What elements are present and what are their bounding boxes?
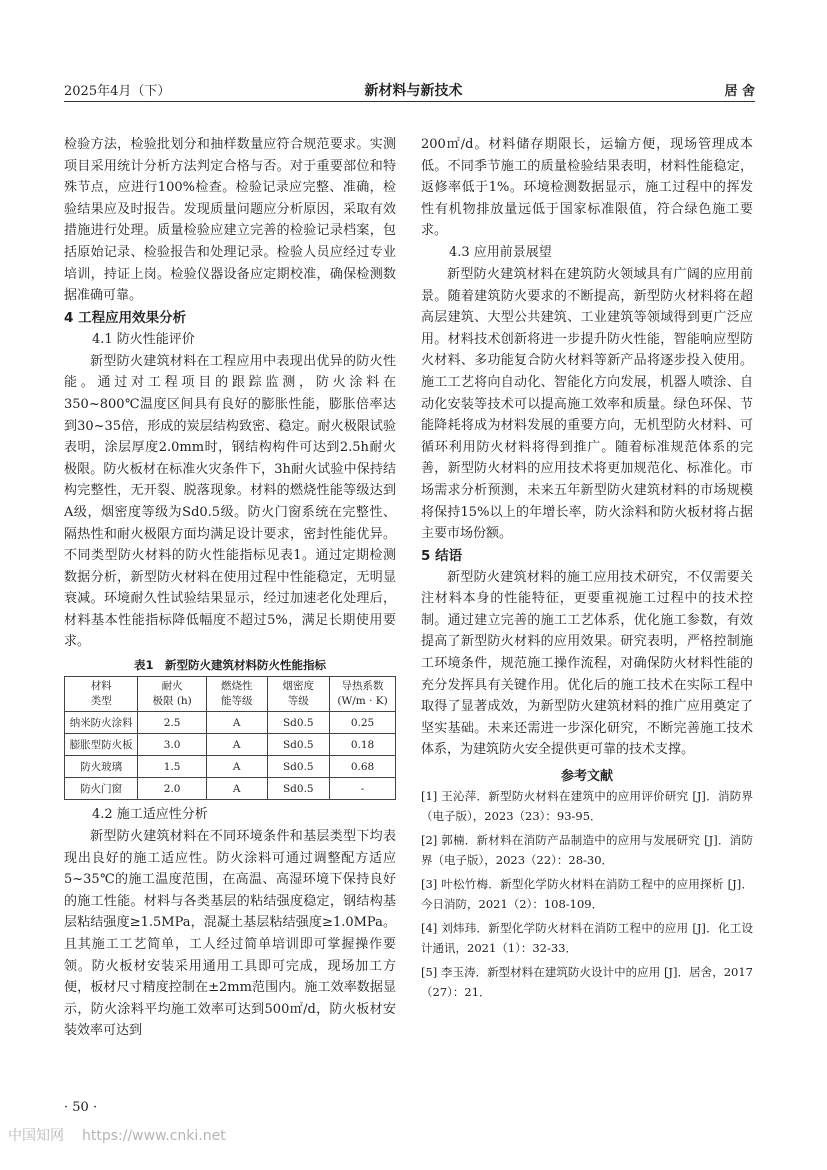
table-cell: 防火门窗 [65, 778, 138, 800]
table-cell: 0.18 [330, 734, 396, 756]
table-cell: Sd0.5 [267, 778, 330, 800]
section-4-2-heading: 4.2 施工适应性分析 [92, 807, 208, 823]
table-header-cell: 导热系数 (W/m · K) [330, 677, 396, 712]
table-cell: A [206, 778, 267, 800]
reference-item: [5] 李玉涛．新型材料在建筑防火设计中的应用 [J]．居舍，2017（27）：21． [421, 965, 753, 1000]
fire-performance-table [64, 676, 396, 800]
section-4-3-heading: 4.3 应用前景展望 [449, 244, 552, 260]
table-cell: 2.0 [138, 778, 207, 800]
table-row [65, 778, 396, 800]
watermark-url[interactable]: https://www.cnki.net [82, 1128, 226, 1144]
table-header-cell: 烟密度 等级 [267, 677, 330, 712]
table-header-cell: 燃烧性 能等级 [206, 677, 267, 712]
reference-item: [3] 叶松竹梅．新型化学防火材料在消防工程中的应用探析 [J]．今日消防，2021（2）：108-109． [421, 877, 753, 912]
table-row [65, 712, 396, 734]
cnki-watermark [8, 1125, 226, 1145]
intro-paragraph: 检验方法，检验批划分和抽样数量应符合规范要求。实测项目采用统计分析方法判定合格与否。对于重要部位和特殊节点，应进行100%检查。检验记录应完整、准确，检验结果应及时报告。发现质量问题应分析原因，采取有效措施进行处理。质量检验应建立完善的检验记录档案，包括原始记录、检验报告和处理记录。检验人员应经过专业培训，持证上岗。检验仪器设备应定期校准，确保检测数据准确可靠。 [64, 137, 396, 304]
table-cell: 1.5 [138, 756, 207, 778]
table-header-row [65, 677, 396, 712]
section-4-1-paragraph: 新型防火建筑材料在工程应用中表现出优异的防火性能。通过对工程项目的跟踪监测，防火涂料在350~800℃温度区间具有良好的膨胀性能，膨胀倍率达到30~35倍，形成的炭层结构致密、稳定。耐火极限试验表明，涂层厚度2.0mm时，钢结构构件可达到2.5h耐火极限。防火板材在标准火灾条件下，3h耐火试验中保持结构完整性，无开裂、脱落现象。材料的燃烧性能等级达到A级，烟密度等级为Sd0.5级。防火门窗系统在完整性、隔热性和耐火极限方面均满足设计要求，密封性能优异。不同类型防火材料的防火性能指标见表1。通过定期检测数据分析，新型防火材料在使用过程中性能稳定，无明显衰减。环境耐久性试验结果显示，经过加速老化处理后，材料基本性能指标降低幅度不超过5%，满足长期使用要求。 [64, 353, 396, 650]
table-cell: 2.5 [138, 712, 207, 734]
section-5-heading: 5 结语 [421, 547, 463, 564]
reference-item: [1] 王沁萍．新型防火材料在建筑中的应用评价研究 [J]．消防界（电子版），2023（23）：93-95． [421, 789, 753, 824]
table-cell: Sd0.5 [267, 712, 330, 734]
table-header-cell: 材料 类型 [65, 677, 138, 712]
header-section: 居 舍 [724, 84, 755, 99]
table-cell: 防火玻璃 [65, 756, 138, 778]
section-5-paragraph: 新型防火建筑材料的施工应用技术研究，不仅需要关注材料本身的性能特征，更要重视施工过程中的技术控制。通过建立完善的施工工艺体系，优化施工参数，有效提高了新型防火材料的应用效果。研究表明，严格控制施工环境条件，规范施工操作流程，对确保防火材料性能的充分发挥具有关键作用。优化后的施工技术在实际工程中取得了显著成效，为新型防火建筑材料的推广应用奠定了坚实基础。未来还需进一步深化研究，不断完善施工技术体系，为建筑防火安全提供更可靠的技术支撑。 [421, 569, 753, 758]
reference-item: [4] 刘炜玮．新型化学防火材料在消防工程中的应用 [J]．化工设计通讯，2021（1）：32-33． [421, 921, 753, 956]
header-rule [64, 101, 755, 102]
header-date: 2025年4月（下） [64, 84, 171, 99]
continued-paragraph: 200㎡/d。材料储存期限长，运输方便，现场管理成本低。不同季节施工的质量检验结果表明，材料性能稳定，返修率低于1%。环境检测数据显示，施工过程中的挥发性有机物排放量远低于国家标准限值，符合绿色施工要求。 [421, 137, 753, 239]
section-4-1-heading: 4.1 防火性能评价 [92, 331, 195, 347]
table-cell: A [206, 756, 267, 778]
right-column [421, 134, 753, 1006]
watermark-brand: 中国知网 [8, 1128, 64, 1144]
section-4-heading: 4 工程应用效果分析 [64, 309, 187, 326]
reference-item: [2] 郭楠．新材料在消防产品制造中的应用与发展研究 [J]．消防界（电子版），2023（22）：28-30． [421, 833, 753, 868]
table-row [65, 734, 396, 756]
table-row [65, 756, 396, 778]
table-header-cell: 耐火 极限 (h) [138, 677, 207, 712]
references-heading: 参考文献 [560, 769, 613, 785]
table-cell: 0.25 [330, 712, 396, 734]
table-cell: 膨胀型防火板 [65, 734, 138, 756]
section-4-3-paragraph: 新型防火建筑材料在建筑防火领域具有广阔的应用前景。随着建筑防火要求的不断提高，新型防火材料将在超高层建筑、大型公共建筑、工业建筑等领域得到更广泛应用。材料技术创新将进一步提升防火性能，智能响应型防火材料、多功能复合防火材料等新产品将逐步投入使用。施工工艺将向自动化、智能化方向发展，机器人喷涂、自动化安装等技术可以提高施工效率和质量。绿色环保、节能降耗将成为材料发展的重要方向，无机型防火材料、可循环利用防火材料将得到推广。随着标准规范体系的完善，新型防火材料的应用技术将更加规范化、标准化。市场需求分析预测，未来五年新型防火建筑材料的市场规模将保持15%以上的年增长率，防火涂料和防火板材将占据主要市场份额。 [421, 266, 753, 542]
table-cell: A [206, 712, 267, 734]
table-cell: 纳米防火涂料 [65, 712, 138, 734]
table-cell: 0.68 [330, 756, 396, 778]
page-number: · 50 · [64, 1100, 98, 1115]
table-cell: Sd0.5 [267, 734, 330, 756]
table-cell: Sd0.5 [267, 756, 330, 778]
table-caption: 表1 新型防火建筑材料防火性能指标 [134, 658, 326, 673]
left-column [64, 134, 396, 1042]
header-journal-title: 新材料与新技术 [364, 83, 463, 99]
section-4-2-paragraph: 新型防火建筑材料在不同环境条件和基层类型下均表现出良好的施工适应性。防火涂料可通过调整配方适应5~35℃的施工温度范围，在高温、高湿环境下保持良好的施工性能。材料与各类基层的粘结强度稳定，钢结构基层粘结强度≥1.5MPa，混凝土基层粘结强度≥1.0MPa。且其施工工艺简单，工人经过简单培训即可掌握操作要领。防火板材安装采用通用工具即可完成，现场加工方便，板材尺寸精度控制在±2mm范围内。施工效率数据显示，防火涂料平均施工效率可达到500㎡/d，防火板材安装效率可达到 [64, 829, 396, 1039]
table-cell: A [206, 734, 267, 756]
table-cell: 3.0 [138, 734, 207, 756]
table-cell: - [330, 778, 396, 800]
